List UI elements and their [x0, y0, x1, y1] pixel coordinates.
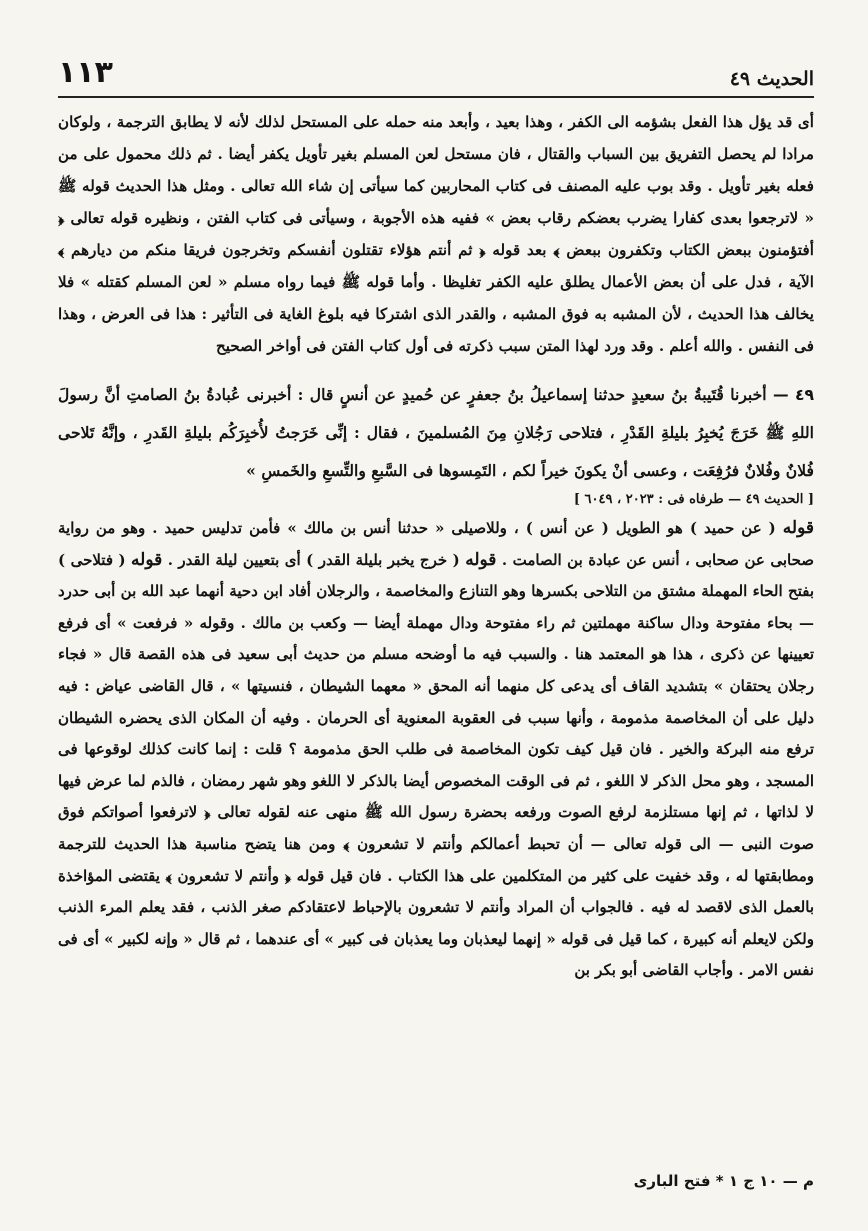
- commentary-keyword: قوله: [465, 549, 497, 570]
- intro-text: أى قد يؤل هذا الفعل بشؤمه الى الكفر ، وهذا بعيد ، وأبعد منه حمله على المستحل لذلك لأنه لا يطابق الترجمة ، ولوكان مرادا لم يحصل التفريق بين السباب والقتال ، فان مستحل لعن المسلم بغير تأويل يكفر أيضا . ثم ذلك محمول على من فعله بغير تأويل . وقد بوب عليه المصنف فى كتاب المحاربين كما سيأتى إن شاء الله تعالى . ومثل هذا الحديث قوله ﷺ « لاترجعوا بعدى كفارا يضرب بعضكم رقاب بعض » ففيه هذه الأجوبة ، وسيأتى فى كتاب الفتن ، ونظيره قوله تعالى ﴿ أفتؤمنون ببعض الكتاب وتكفرون ببعض ﴾ بعد قوله ﴿ ثم أنتم هؤلاء تقتلون أنفسكم وتخرجون فريقا منكم من ديارهم ﴾ الآية ، فدل على أن بعض الأعمال يطلق عليه الكفر تغليظا . وأما قوله ﷺ فيما رواه مسلم « لعن المسلم كقتله » فلا يخالف هذا الحديث ، لأن المشبه به فوق المشبه ، والقدر الذى اشتركا فيه بلوغ الغاية فى التأثير : هذا فى العرض ، وهذا فى النفس . والله أعلم . وقد ورد لهذا المتن سبب ذكرته فى أول كتاب الفتن فى أواخر الصحيح: [58, 113, 814, 355]
- page-footer: م — ١٠ ج ١ * فتح البارى: [633, 1172, 814, 1190]
- commentary-keyword: قوله: [131, 549, 163, 570]
- book-page: [58, 48, 814, 1198]
- commentary-text: ( فتلاحى ) بفتح الحاء المهملة مشتق من التلاحى بكسرها وهو التنازع والمخاصمة ، والرجلان أفاد ابن دحية أنهما عبد الله بن أبى حدرد — بحاء مفتوحة ودال ساكنة مهملتين ثم راء مفتوحة ودال مهملة أيضا — وكعب بن مالك . وقوله « فرفعت » أى فرفع تعيينها عن ذكرى ، هذا هو المعتمد هنا . والسبب فيه ما أوضحه مسلم من حديث أبى سعيد فى هذه القصة قال « فجاء رجلان يحتقان » بتشديد القاف أى يدعى كل منهما أنه المحق « معهما الشيطان ، فنسيتها » ، قال القاضى عياض : فيه دليل على أن المخاصمة مذمومة ، وأنها سبب فى العقوبة المعنوية أى الحرمان . وفيه أن المكان الذى يحضره الشيطان ترفع منه البركة والخير . فان قيل كيف تكون المخاصمة فى طلب الحق مذمومة ؟ قلت : إنما كانت كذلك لوقوعها فى المسجد ، وهو محل الذكر لا اللغو ، ثم فى الوقت المخصوص أيضا بالذكر لا اللغو وهو شهر رمضان ، فالذم لما عرض فيها لا لذاتها ، ثم إنها مستلزمة لرفع الصوت ورفعه بحضرة رسول الله ﷺ منهى عنه لقوله تعالى ﴿ لاترفعوا أصواتكم فوق صوت النبى — الى قوله تعالى — أن تحبط أعمالكم وأنتم لا تشعرون ﴾ ومن هنا يتضح مناسبة هذا الحديث للترجمة ومطابقتها له ، وقد خفيت على كثير من المتكلمين على هذا الكتاب . فان قيل قوله ﴿ وأنتم لا تشعرون ﴾ يقتضى المؤاخذة بالعمل الذى لاقصد له فيه . فالجواب أن المراد وأنتم لا تشعرون بالإحباط لاعتقادكم صغر الذنب ، فقد يعلم المرء الذنب ولكن لايعلم أنه كبيرة ، كما قيل فى قوله « إنهما ليعذبان وما يعذبان فى كبير » أى عندهما ، ثم قال « وإنه لكبير » أى فى نفس الامر . وأجاب القاضى أبو بكر بن: [58, 550, 814, 980]
- header-title: الحديث ٤٩: [729, 68, 814, 90]
- hadith-text: أخبرنا قُتَيبةُ بنُ سعيدٍ حدثنا إسماعيلُ بنُ جعفرٍ عن حُميدٍ عن أنسٍ قال : أخبرنى عُبادةُ بنُ الصامتِ أنَّ رسولَ اللهِ ﷺ خَرَجَ يُخبِرُ بليلةِ القَدْرِ ، فتلاحى رَجُلانِ مِنَ المُسلمينَ ، فقال : إنِّى خَرَجتُ لأُخبِرَكُم بليلةِ القَدرِ ، وإنَّهُ تَلاحى فُلانٌ وفُلانٌ فرُفِعَت ، وعسى أنْ يكونَ خيراً لكم ، التَمِسوها فى السَّبعِ والتِّسعِ والخَمسِ »: [58, 385, 814, 480]
- page-number: ١١٣: [58, 55, 113, 90]
- commentary-text: ( خرج يخبر بليلة القدر ) أى بتعيين ليلة القدر .: [167, 550, 460, 569]
- commentary-keyword: قوله: [782, 518, 814, 538]
- hadith-text-block: [58, 376, 814, 490]
- header-rule: [58, 96, 814, 98]
- hadith-number: ٤٩ —: [772, 386, 814, 404]
- intro-paragraph: [58, 106, 814, 362]
- commentary-block: [58, 513, 814, 987]
- commentary-text: ( عن حميد ) هو الطويل ( عن أنس ) ، وللاصيلى « حدثنا أنس بن مالك » فأمن تدليس حميد . وهو من رواية صحابى عن صحابى ، أنس عن عبادة بن الصامت .: [58, 519, 815, 569]
- hadith-crossref: [ الحديث ٤٩ — طرفاه فى : ٢٠٢٣ ، ٦٠٤٩ ]: [573, 492, 814, 507]
- page-header: [58, 48, 814, 90]
